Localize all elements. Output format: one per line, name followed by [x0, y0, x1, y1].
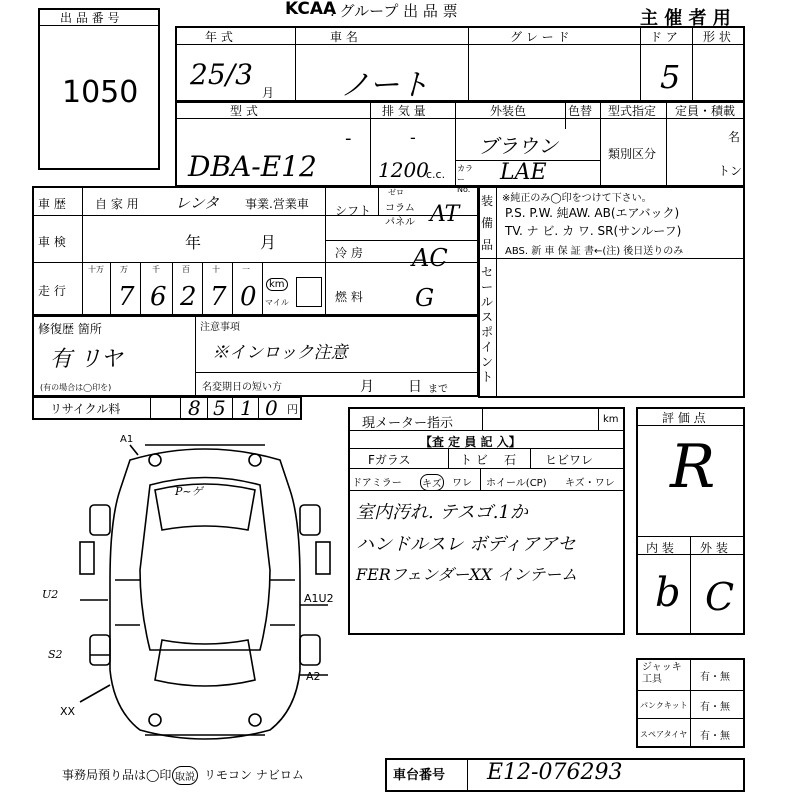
diagram-mark: XX	[60, 705, 76, 718]
recycle-digit: 8	[188, 396, 201, 420]
mileage-digit: 6	[150, 282, 167, 312]
hibi-label: ヒビワレ	[545, 453, 594, 467]
ac-value: AC	[412, 244, 448, 272]
office-custody-note: 事務局預り品は◯印	[62, 768, 172, 782]
year-label: 年 式	[205, 30, 233, 44]
recycle-digit: 0	[265, 396, 278, 420]
spare-value: 有・無	[700, 731, 730, 742]
model-designation-label: 型式指定	[608, 104, 657, 118]
class-label: 類別区分	[608, 147, 657, 161]
name-change-month: 月	[360, 379, 374, 395]
name-change-day: 日	[408, 379, 422, 395]
equipment-line2: TV. ナ ビ. カ ワ. SR(サンルーフ)	[505, 224, 682, 238]
displacement-value: 1200	[378, 158, 429, 182]
color-change-label: 色替	[568, 104, 593, 118]
rating-value: R	[670, 432, 716, 502]
fglass-label: Fガラス	[368, 453, 411, 467]
diagram-mark: A1	[120, 434, 134, 445]
history-rental: レンタ	[175, 194, 220, 212]
puncture-value: 有・無	[700, 702, 730, 713]
mileage-label: 走 行	[38, 284, 66, 298]
caution-value: ※インロック注意	[212, 343, 348, 363]
exterior-value: C	[705, 575, 735, 619]
diagram-mark: U2	[42, 588, 59, 601]
mileage-digit: 2	[180, 282, 197, 312]
digit-label-10k: 万	[120, 265, 128, 274]
wheel-kizu-ware: キズ・ワレ	[565, 478, 615, 489]
puncture-label: パンクキット	[640, 701, 688, 710]
make-value: ノート	[340, 68, 430, 103]
form-title: . グループ 出 品 票	[330, 2, 458, 20]
repair-label: 修復歴 箇所	[38, 322, 102, 336]
shift-label: シフト	[335, 204, 372, 218]
digit-label-10: 十	[212, 265, 220, 274]
inspector-note: 室内汚れ. テスゴ.1か	[356, 502, 528, 523]
interior-label: 内 装	[646, 541, 674, 555]
year-value: 25/3	[190, 58, 253, 91]
inspector-note: ハンドルスレ ボディアアセ	[356, 534, 576, 555]
grade-label: グ レ ー ド	[510, 30, 570, 44]
spare-label: スペアタイヤ	[640, 730, 688, 739]
mileage-unit-box	[296, 277, 322, 307]
recycle-digit: 1	[240, 396, 253, 420]
history-business: 事業.営業車	[245, 197, 309, 211]
make-label: 車 名	[330, 30, 358, 44]
chassis-number: E12-076293	[487, 760, 623, 785]
tobi-label: ト ビ	[460, 453, 488, 467]
remote-navi-note: リモコン ナビロム	[204, 768, 304, 782]
mileage-unit-mile: マイル	[265, 298, 289, 307]
inspector-note: FERフェンダーXX インテーム	[356, 565, 578, 584]
diagram-mark: P~ゲ	[175, 485, 203, 498]
car-damage-diagram	[42, 430, 350, 750]
inspector-label: 【査 定 員 記 入】	[420, 435, 521, 449]
lot-label: 出 品 番 号	[60, 11, 120, 25]
shift-option-panel: パネル	[385, 217, 415, 228]
sales-point-label: セールスポイント	[481, 265, 494, 384]
lot-number: 1050	[62, 75, 139, 110]
ac-label: 冷 房	[335, 246, 363, 260]
equipment-note: ※純正のみ◯印をつけて下さい。	[502, 193, 652, 204]
history-label: 車 歴	[38, 197, 66, 211]
equipment-line3: ABS. 新 車 保 証 書←(注) 後日送りのみ	[505, 246, 684, 257]
mirror-ware: ワレ	[452, 478, 472, 489]
ishi-label: 石	[504, 453, 517, 467]
model-dash: -	[345, 128, 352, 149]
chassis-label: 車台番号	[393, 768, 446, 783]
rating-label: 評 価 点	[662, 411, 706, 425]
mileage-unit-km: km	[266, 278, 288, 291]
color-label: 外装色	[490, 104, 527, 118]
repair-note: (有の場合は◯印を)	[40, 383, 112, 392]
jack-label: ジャッキ工具	[642, 662, 682, 685]
fuel-value: G	[415, 284, 435, 312]
digit-label-100: 百	[182, 265, 190, 274]
color-value: ブラウン	[478, 134, 558, 158]
wheel-label: ホイール(CP)	[486, 478, 547, 489]
recycle-digit: 5	[213, 396, 226, 420]
equipment-label: 装備品	[481, 194, 494, 252]
model-value: DBA-E12	[188, 150, 317, 183]
diagram-mark: A2	[306, 670, 321, 683]
capacity-unit-persons: 名	[728, 130, 741, 144]
mileage-digit: 7	[118, 282, 135, 312]
name-change-label: 名変期日の短い方	[202, 382, 282, 393]
inspection-label: 車 検	[38, 235, 66, 249]
recycle-unit: 円	[287, 403, 298, 416]
color-number-label: カラー No.	[457, 164, 473, 194]
mileage-digit: 0	[240, 282, 257, 312]
capacity-unit-tons: トン	[718, 164, 743, 178]
manual-mark: 取説	[172, 766, 198, 785]
capacity-label: 定員・積載	[675, 104, 736, 118]
door-label: ド ア	[650, 30, 678, 44]
sponsor-label: 主 催 者 用	[640, 8, 731, 29]
shift-option-column: コラム	[385, 203, 415, 214]
meter-label: 現メーター指示	[362, 416, 454, 431]
history-private: 自 家 用	[95, 197, 139, 211]
logo: KCAA	[285, 0, 337, 19]
mileage-digit: 7	[210, 282, 227, 312]
year-suffix: 月	[262, 86, 275, 100]
color-number-value: LAE	[500, 160, 547, 185]
model-label: 型 式	[230, 104, 258, 118]
inspection-month: 月	[260, 233, 277, 252]
digit-label-1: 一	[242, 265, 250, 274]
digit-label-1k: 千	[152, 265, 160, 274]
displacement-dash: -	[410, 128, 416, 147]
digit-label-100k: 十万	[88, 265, 104, 274]
diagram-mark: S2	[48, 648, 63, 661]
inspection-year: 年	[185, 233, 202, 252]
mirror-label: ドアミラー	[352, 478, 402, 489]
displacement-unit: c.c.	[426, 168, 446, 181]
recycle-label: リサイクル料	[50, 402, 121, 416]
exterior-label: 外 装	[700, 541, 728, 555]
shift-value: AT	[430, 202, 460, 227]
meter-unit: km	[603, 414, 619, 425]
displacement-label: 排 気 量	[382, 104, 426, 118]
name-change-until: まで	[428, 384, 448, 395]
caution-label: 注意事項	[200, 322, 240, 333]
interior-value: b	[655, 570, 681, 616]
door-value: 5	[660, 58, 681, 96]
diagram-mark: A1U2	[304, 592, 334, 605]
fuel-label: 燃 料	[335, 290, 363, 304]
jack-value: 有・無	[700, 672, 730, 683]
shape-label: 形 状	[703, 30, 731, 44]
equipment-line1: P.S. P.W. 純AW. AB(エアバック)	[505, 206, 680, 220]
shift-option-zero: ゼロ	[388, 188, 404, 197]
repair-value: 有 リヤ	[50, 347, 123, 372]
mirror-kizu: キズ	[420, 474, 444, 491]
